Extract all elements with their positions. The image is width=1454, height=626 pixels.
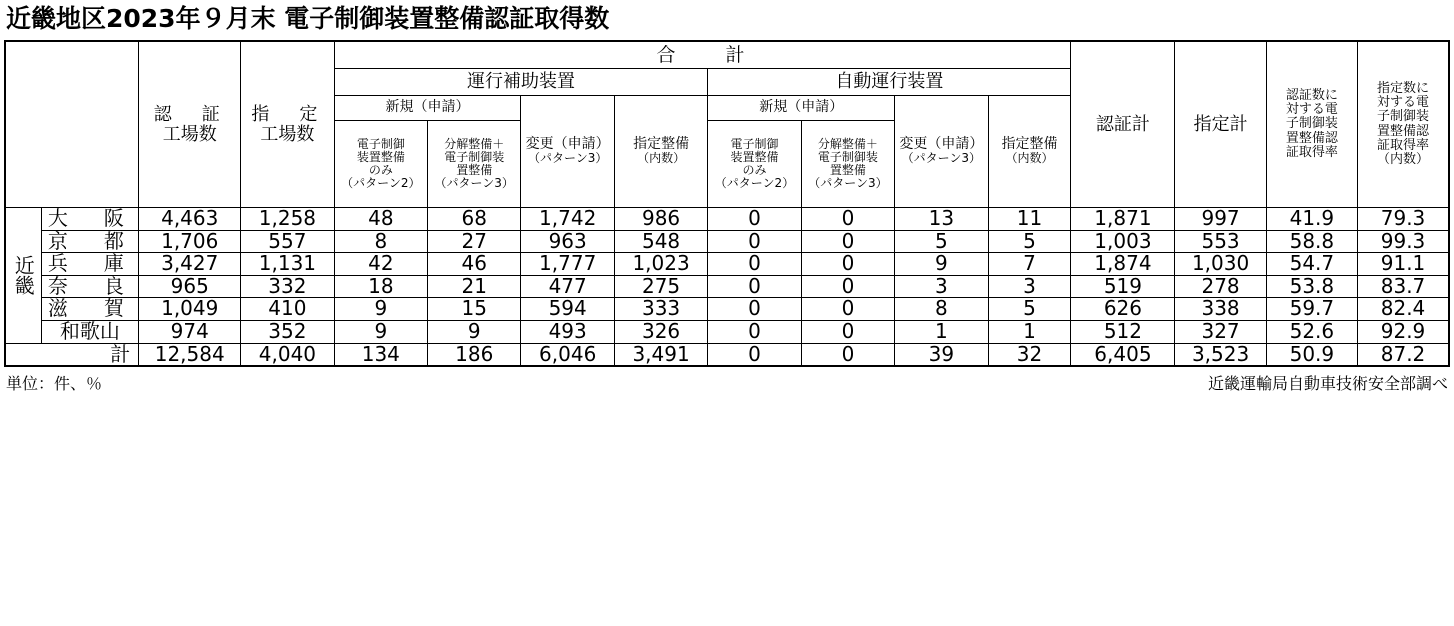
header-new-application-auto: 新規（申請） — [708, 96, 895, 121]
cell-total-13: 87.2 — [1358, 343, 1449, 366]
source-note: 近畿運輸局自動車技術安全部調べ — [1207, 374, 1448, 394]
table-row — [5, 230, 1449, 253]
cell-osaka-13: 79.3 — [1358, 208, 1449, 231]
cell-wakayama-12: 52.6 — [1266, 320, 1357, 343]
cell-kyoto-8: 5 — [895, 230, 988, 253]
row-label-total: 計 — [5, 343, 139, 366]
table-row — [5, 253, 1449, 276]
header-corner-blank — [5, 41, 139, 208]
cell-osaka-10: 1,871 — [1071, 208, 1175, 231]
cell-wakayama-1: 352 — [241, 320, 334, 343]
header-designated-factories: 指 定 工場数 — [241, 41, 334, 208]
cell-total-5: 3,491 — [614, 343, 707, 366]
cell-hyogo-6: 0 — [708, 253, 801, 276]
header-designated-assist-inner: （内数） — [637, 151, 686, 166]
cell-kyoto-9: 5 — [988, 230, 1071, 253]
cell-osaka-0: 4,463 — [139, 208, 241, 231]
certification-table — [4, 40, 1450, 367]
header-row-1 — [5, 41, 1449, 69]
cell-osaka-9: 11 — [988, 208, 1071, 231]
cell-hyogo-10: 1,874 — [1071, 253, 1175, 276]
cell-wakayama-3: 9 — [428, 320, 521, 343]
cell-nara-9: 3 — [988, 275, 1071, 298]
table-body — [5, 208, 1449, 367]
cell-shiga-2: 9 — [334, 298, 427, 321]
header-designated-assist-label: 指定整備 — [633, 136, 690, 153]
header-change-auto-pattern: （パターン3） — [901, 151, 982, 166]
header-assist-disassembly-plus: 分解整備＋ 電子制御装 置整備 （パターン3） — [428, 121, 521, 208]
cell-shiga-11: 338 — [1175, 298, 1266, 321]
cell-hyogo-1: 1,131 — [241, 253, 334, 276]
cell-osaka-5: 986 — [614, 208, 707, 231]
header-assist-electronic-only: 電子制御 装置整備 のみ （パターン2） — [334, 121, 427, 208]
cell-osaka-6: 0 — [708, 208, 801, 231]
cell-total-4: 6,046 — [521, 343, 614, 366]
table-footer — [4, 367, 1450, 394]
cell-total-12: 50.9 — [1266, 343, 1357, 366]
cell-wakayama-0: 974 — [139, 320, 241, 343]
cell-kyoto-13: 99.3 — [1358, 230, 1449, 253]
cell-hyogo-13: 91.1 — [1358, 253, 1449, 276]
header-designated-assist — [614, 96, 707, 208]
cell-shiga-8: 8 — [895, 298, 988, 321]
header-designated-auto-inner: （内数） — [1005, 151, 1054, 166]
cell-osaka-1: 1,258 — [241, 208, 334, 231]
cell-osaka-2: 48 — [334, 208, 427, 231]
header-designated-total: 指定計 — [1175, 41, 1266, 208]
header-rate-designated: 指定数に 対する電 子制御装 置整備認 証取得率 （内数） — [1358, 41, 1449, 208]
cell-hyogo-2: 42 — [334, 253, 427, 276]
cell-osaka-11: 997 — [1175, 208, 1266, 231]
cell-wakayama-11: 327 — [1175, 320, 1266, 343]
cell-total-6: 0 — [708, 343, 801, 366]
row-label-hyogo: 兵 庫 — [41, 253, 139, 276]
cell-nara-3: 21 — [428, 275, 521, 298]
cell-nara-8: 3 — [895, 275, 988, 298]
header-auth-factories: 認 証 工場数 — [139, 41, 241, 208]
table-row — [5, 208, 1449, 231]
table-row — [5, 298, 1449, 321]
cell-hyogo-12: 54.7 — [1266, 253, 1357, 276]
cell-total-3: 186 — [428, 343, 521, 366]
table-header — [5, 41, 1449, 208]
cell-kyoto-1: 557 — [241, 230, 334, 253]
header-change-assist-label: 変更（申請） — [525, 136, 610, 153]
row-label-kyoto: 京 都 — [41, 230, 139, 253]
table-row — [5, 275, 1449, 298]
header-driving-assist: 運行補助装置 — [334, 69, 708, 96]
cell-shiga-9: 5 — [988, 298, 1071, 321]
cell-kyoto-4: 963 — [521, 230, 614, 253]
row-label-osaka: 大 阪 — [41, 208, 139, 231]
cell-wakayama-10: 512 — [1071, 320, 1175, 343]
cell-hyogo-5: 1,023 — [614, 253, 707, 276]
cell-osaka-8: 13 — [895, 208, 988, 231]
header-rate-auth: 認証数に 対する電 子制御装 置整備認 証取得率 — [1266, 41, 1357, 208]
row-label-nara: 奈 良 — [41, 275, 139, 298]
table-row — [5, 320, 1449, 343]
header-designated-auto — [988, 96, 1071, 208]
cell-kyoto-11: 553 — [1175, 230, 1266, 253]
header-change-auto-label: 変更（申請） — [899, 136, 984, 153]
header-auto-disassembly-plus: 分解整備＋ 電子制御装 置整備 （パターン3） — [801, 121, 894, 208]
cell-total-7: 0 — [801, 343, 894, 366]
cell-kyoto-0: 1,706 — [139, 230, 241, 253]
cell-kyoto-3: 27 — [428, 230, 521, 253]
cell-kyoto-7: 0 — [801, 230, 894, 253]
cell-nara-7: 0 — [801, 275, 894, 298]
header-auto-electronic-only-pattern: （パターン2） — [714, 175, 795, 190]
header-change-assist — [521, 96, 614, 208]
header-assist-disassembly-pattern: （パターン3） — [434, 175, 514, 190]
header-change-auto — [895, 96, 988, 208]
cell-wakayama-9: 1 — [988, 320, 1071, 343]
cell-hyogo-0: 3,427 — [139, 253, 241, 276]
cell-total-1: 4,040 — [241, 343, 334, 366]
cell-nara-11: 278 — [1175, 275, 1266, 298]
cell-kyoto-2: 8 — [334, 230, 427, 253]
cell-shiga-10: 626 — [1071, 298, 1175, 321]
cell-shiga-3: 15 — [428, 298, 521, 321]
region-label-text: 近畿 — [11, 255, 36, 296]
cell-kyoto-6: 0 — [708, 230, 801, 253]
cell-total-9: 32 — [988, 343, 1071, 366]
cell-hyogo-11: 1,030 — [1175, 253, 1266, 276]
cell-shiga-4: 594 — [521, 298, 614, 321]
cell-nara-5: 275 — [614, 275, 707, 298]
header-new-application-assist: 新規（申請） — [334, 96, 521, 121]
cell-shiga-6: 0 — [708, 298, 801, 321]
cell-total-2: 134 — [334, 343, 427, 366]
cell-osaka-7: 0 — [801, 208, 894, 231]
cell-total-10: 6,405 — [1071, 343, 1175, 366]
cell-nara-4: 477 — [521, 275, 614, 298]
cell-nara-13: 83.7 — [1358, 275, 1449, 298]
cell-total-8: 39 — [895, 343, 988, 366]
cell-hyogo-4: 1,777 — [521, 253, 614, 276]
cell-shiga-1: 410 — [241, 298, 334, 321]
header-designated-auto-label: 指定整備 — [1001, 136, 1058, 153]
cell-wakayama-7: 0 — [801, 320, 894, 343]
cell-hyogo-3: 46 — [428, 253, 521, 276]
header-auth-total: 認証計 — [1071, 41, 1175, 208]
cell-shiga-0: 1,049 — [139, 298, 241, 321]
cell-shiga-7: 0 — [801, 298, 894, 321]
cell-wakayama-5: 326 — [614, 320, 707, 343]
cell-hyogo-8: 9 — [895, 253, 988, 276]
cell-shiga-12: 59.7 — [1266, 298, 1357, 321]
cell-total-11: 3,523 — [1175, 343, 1266, 366]
cell-osaka-3: 68 — [428, 208, 521, 231]
header-auto-disassembly-pattern: （パターン3） — [808, 175, 888, 190]
cell-wakayama-6: 0 — [708, 320, 801, 343]
page-title: 近畿地区2023年９月末 電子制御装置整備認証取得数 — [6, 4, 610, 33]
cell-nara-12: 53.8 — [1266, 275, 1357, 298]
cell-shiga-5: 333 — [614, 298, 707, 321]
table-total-row — [5, 343, 1449, 366]
header-assist-electronic-only-pattern: （パターン2） — [341, 175, 421, 190]
cell-shiga-13: 82.4 — [1358, 298, 1449, 321]
cell-wakayama-4: 493 — [521, 320, 614, 343]
region-label-kinki — [5, 208, 41, 344]
header-auto-driving: 自動運行装置 — [708, 69, 1071, 96]
cell-kyoto-10: 1,003 — [1071, 230, 1175, 253]
cell-total-0: 12,584 — [139, 343, 241, 366]
cell-wakayama-13: 92.9 — [1358, 320, 1449, 343]
header-auto-electronic-only: 電子制御 装置整備 のみ （パターン2） — [708, 121, 801, 208]
cell-nara-2: 18 — [334, 275, 427, 298]
row-label-wakayama: 和歌山 — [41, 320, 139, 343]
header-total-group: 合 計 — [334, 41, 1071, 69]
cell-osaka-12: 41.9 — [1266, 208, 1357, 231]
header-change-assist-pattern: （パターン3） — [527, 151, 608, 166]
cell-wakayama-8: 1 — [895, 320, 988, 343]
cell-nara-10: 519 — [1071, 275, 1175, 298]
cell-nara-0: 965 — [139, 275, 241, 298]
cell-kyoto-12: 58.8 — [1266, 230, 1357, 253]
cell-hyogo-7: 0 — [801, 253, 894, 276]
cell-hyogo-9: 7 — [988, 253, 1071, 276]
row-label-shiga: 滋 賀 — [41, 298, 139, 321]
cell-osaka-4: 1,742 — [521, 208, 614, 231]
cell-nara-6: 0 — [708, 275, 801, 298]
cell-nara-1: 332 — [241, 275, 334, 298]
unit-note: 単位：件、％ — [6, 374, 103, 394]
cell-kyoto-5: 548 — [614, 230, 707, 253]
cell-wakayama-2: 9 — [334, 320, 427, 343]
